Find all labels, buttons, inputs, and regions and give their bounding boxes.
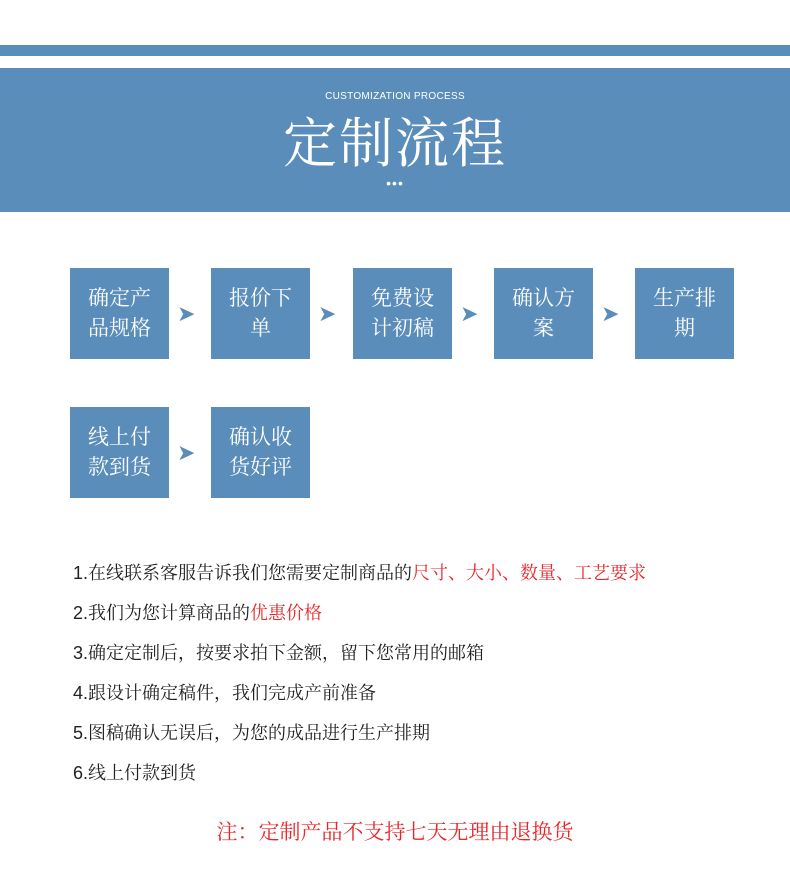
instruction-text: 1.在线联系客服告诉我们您需要定制商品的 <box>73 563 413 583</box>
step-4 <box>494 268 593 359</box>
instruction-5: 5.图稿确认无误后，为您的成品进行生产排期 <box>73 723 431 743</box>
instruction-1 <box>73 559 646 585</box>
step-7 <box>211 407 310 498</box>
instruction-highlight: 优惠价格 <box>250 603 323 623</box>
step-label: 生产排期 <box>653 286 716 340</box>
header-banner <box>0 68 790 212</box>
dots-icon: ••• <box>386 175 404 191</box>
arrow-right-icon: ➤ <box>177 301 196 326</box>
arrow-right-icon: ➤ <box>318 301 337 326</box>
instruction-6: 6.线上付款到货 <box>73 763 197 783</box>
header-subtitle: CUSTOMIZATION PROCESS <box>325 91 465 102</box>
arrow-right-icon: ➤ <box>177 440 196 465</box>
step-6 <box>70 407 169 498</box>
step-label: 确认收货好评 <box>229 425 292 479</box>
return-policy-note: 注：定制产品不支持七天无理由退换货 <box>216 821 574 844</box>
step-2 <box>211 268 310 359</box>
instruction-text: 2.我们为您计算商品的 <box>73 603 251 623</box>
arrow-right-icon: ➤ <box>601 301 620 326</box>
step-label: 线上付款到货 <box>88 425 151 479</box>
step-3 <box>353 268 452 359</box>
instruction-highlight: 尺寸、大小、数量、工艺要求 <box>412 563 647 583</box>
page-title: 定制流程 <box>283 114 507 174</box>
instruction-2 <box>73 599 322 625</box>
step-label: 确定产品规格 <box>88 286 151 340</box>
step-label: 免费设计初稿 <box>371 286 434 340</box>
step-label: 报价下单 <box>229 286 292 340</box>
arrow-right-icon: ➤ <box>460 301 479 326</box>
instruction-3: 3.确定定制后，按要求拍下金额，留下您常用的邮箱 <box>73 643 485 663</box>
step-1 <box>70 268 169 359</box>
step-label: 确认方案 <box>512 286 575 340</box>
instruction-4: 4.跟设计确定稿件，我们完成产前准备 <box>73 683 377 703</box>
top-stripe <box>0 45 790 56</box>
step-5 <box>635 268 734 359</box>
